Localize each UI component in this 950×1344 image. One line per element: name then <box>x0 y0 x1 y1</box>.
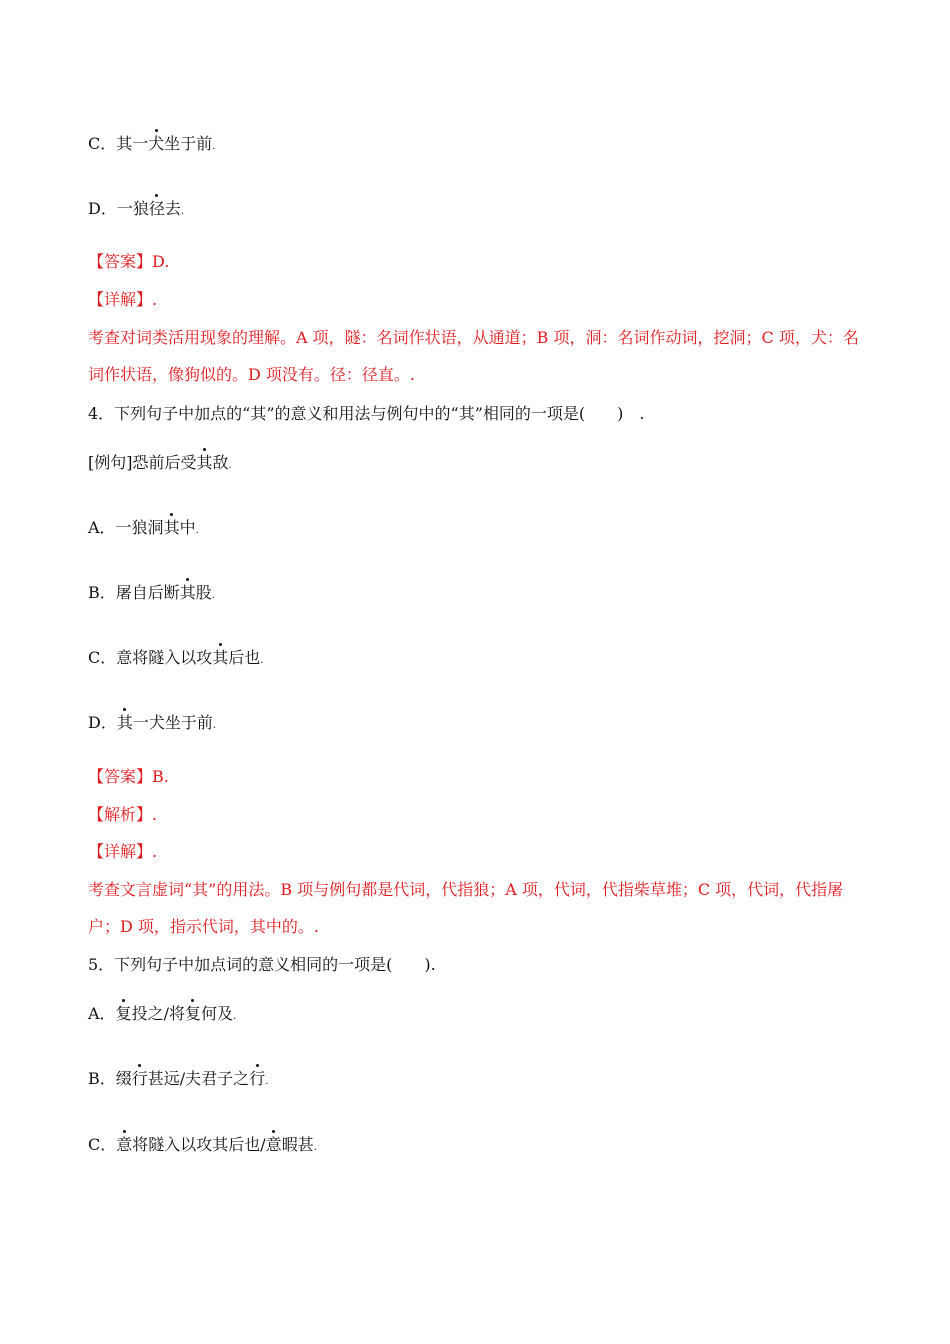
q4-option-c: C．意将隧入以攻其后也. <box>88 648 264 667</box>
dotted-char: 复 <box>184 1004 201 1023</box>
dotted-char: 其 <box>179 583 196 602</box>
q4-answer: 【答案】B. <box>88 767 169 786</box>
dotted-char: 行 <box>249 1069 266 1088</box>
dotted-char: 犬 <box>148 134 165 153</box>
q4-option-d: D．其一犬坐于前. <box>88 713 217 732</box>
q4-stem: 4．下列句子中加点的“其”的意义和用法与例句中的“其”相同的一项是( ) . <box>88 404 645 423</box>
q4-analysis-label: 【解析】. <box>88 805 158 824</box>
q4-detail-label: 【详解】. <box>88 842 158 861</box>
q5-option-c: C．意将隧入以攻其后也/意暇甚. <box>88 1135 317 1154</box>
dotted-char: 意 <box>265 1135 282 1154</box>
dotted-char: 其 <box>116 713 133 732</box>
dotted-char: 径 <box>148 199 165 218</box>
q5-option-a: A．复投之/将复何及. <box>88 1004 237 1023</box>
q3-option-d: D．一狼径去. <box>88 199 185 218</box>
dotted-char: 其 <box>163 518 180 537</box>
q4-option-b: B．屠自后断其股. <box>88 583 215 602</box>
q5-option-b: B．缀行甚远/夫君子之行. <box>88 1069 269 1088</box>
q4-example: [例句]恐前后受其敌. <box>88 453 232 472</box>
dotted-char: 复 <box>115 1004 132 1023</box>
q4-option-a: A．一狼洞其中. <box>88 518 199 537</box>
q3-option-c: C．其一犬坐于前. <box>88 134 216 153</box>
dotted-char: 其 <box>212 648 229 667</box>
q3-explanation: 考查对词类活用现象的理解。A 项，隧：名词作状语，从通道；B 项，洞：名词作动词，挖洞；C 项，犬：名词作状语，像狗似的。D 项没有。径：径直。. <box>88 328 859 384</box>
q4-explanation: 考查文言虚词“其”的用法。B 项与例句都是代词，代指狼；A 项，代词，代指柴草堆；C 项，代词，代指屠户；D 项，指示代词，其中的。. <box>88 880 844 936</box>
q3-detail-label: 【详解】. <box>88 290 158 309</box>
dotted-char: 行 <box>131 1069 148 1088</box>
q3-answer: 【答案】D. <box>88 252 170 271</box>
dotted-char: 意 <box>116 1135 133 1154</box>
q5-stem: 5．下列句子中加点词的意义相同的一项是( ). <box>88 955 436 974</box>
dotted-char: 其 <box>196 453 213 472</box>
